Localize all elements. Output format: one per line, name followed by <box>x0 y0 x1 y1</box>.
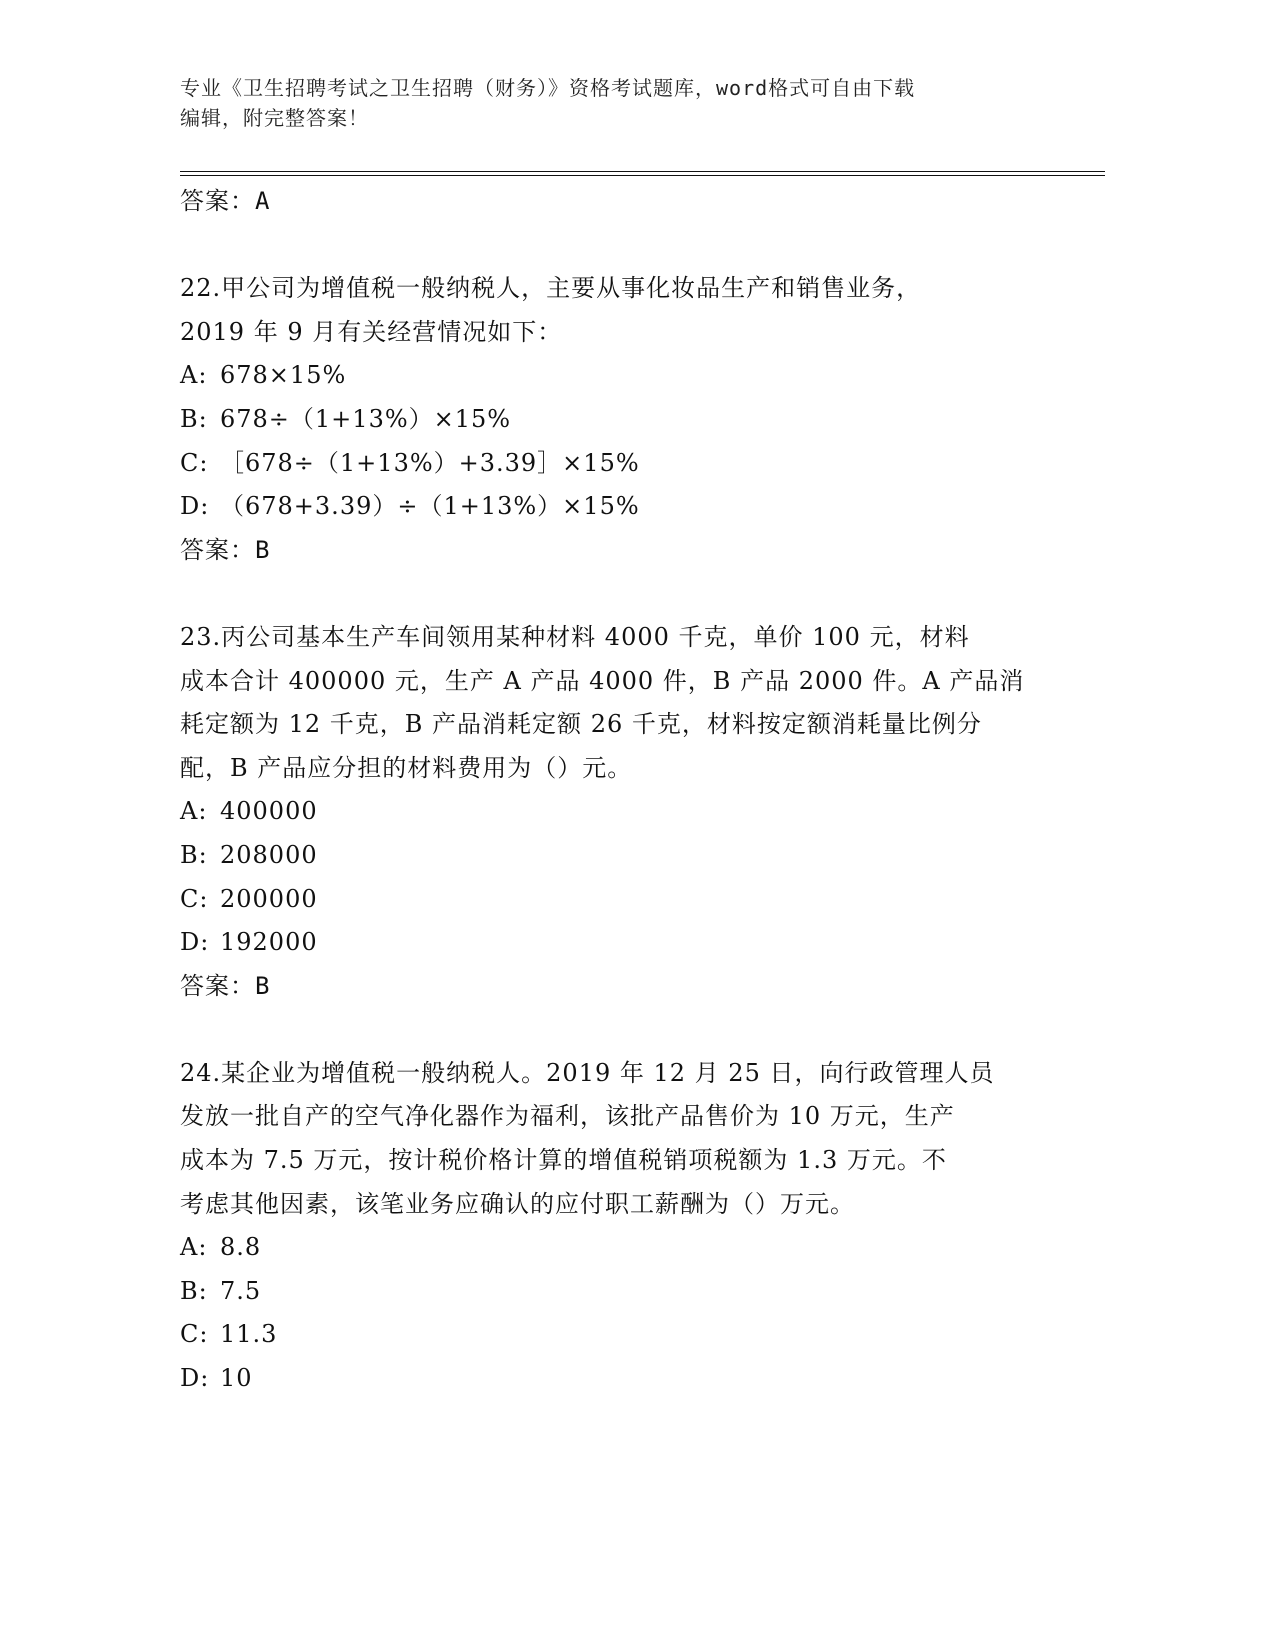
option-text: 678÷（1+13%）×15% <box>220 404 512 433</box>
question-text-line: 成本合计 400000 元，生产 A 产品 4000 件，B 产品 2000 件。A 产品消 <box>180 666 1025 695</box>
option-b <box>180 834 1060 878</box>
option-text: 7.5 <box>220 1276 262 1305</box>
option-b <box>180 1270 1060 1314</box>
answer-q23: 答案：B <box>180 971 271 1000</box>
option-text: ［678÷（1+13%）+3.39］×15% <box>220 448 640 477</box>
option-key: A: <box>180 1233 208 1262</box>
option-a <box>180 354 1060 398</box>
question-24 <box>180 1052 1060 1401</box>
question-text-line: 耗定额为 12 千克，B 产品消耗定额 26 千克，材料按定额消耗量比例分 <box>180 710 982 739</box>
question-text-line: 23.丙公司基本生产车间领用某种材料 4000 千克，单价 100 元，材料 <box>180 622 970 651</box>
header-rule-bottom <box>180 175 1105 176</box>
question-23 <box>180 616 1060 1008</box>
spacer <box>180 224 1060 268</box>
option-text: 8.8 <box>220 1233 262 1262</box>
option-key: D: <box>180 492 210 521</box>
header-rule-top <box>180 171 1105 172</box>
header-line-2: 编辑，附完整答案！ <box>180 106 369 130</box>
option-key: D: <box>180 1364 210 1393</box>
document-body <box>180 180 1060 1401</box>
option-d <box>180 485 1060 529</box>
answer-q21: 答案：A <box>180 187 271 215</box>
option-text: 200000 <box>220 884 318 913</box>
option-key: A: <box>180 797 208 826</box>
option-b <box>180 398 1060 442</box>
question-text-line: 发放一批自产的空气净化器作为福利，该批产品售价为 10 万元，生产 <box>180 1102 955 1131</box>
option-text: 11.3 <box>220 1320 278 1349</box>
option-d <box>180 921 1060 965</box>
question-text-line: 配，B 产品应分担的材料费用为（）元。 <box>180 753 633 782</box>
option-c <box>180 1313 1060 1357</box>
question-text-line: 成本为 7.5 万元，按计税价格计算的增值税销项税额为 1.3 万元。不 <box>180 1146 947 1175</box>
spacer <box>180 572 1060 616</box>
option-key: D: <box>180 928 210 957</box>
option-a <box>180 1226 1060 1270</box>
option-key: B: <box>180 840 208 869</box>
question-22 <box>180 267 1060 572</box>
option-text: 208000 <box>220 840 318 869</box>
option-text: 400000 <box>220 797 318 826</box>
option-key: C: <box>180 1320 209 1349</box>
question-text-line: 2019 年 9 月有关经营情况如下： <box>180 317 563 346</box>
answer-q22: 答案：B <box>180 535 271 564</box>
document-header <box>180 73 1060 133</box>
option-c <box>180 442 1060 486</box>
spacer <box>180 1008 1060 1052</box>
option-d <box>180 1357 1060 1401</box>
question-text-line: 24.某企业为增值税一般纳税人。2019 年 12 月 25 日，向行政管理人员 <box>180 1058 995 1087</box>
option-key: A: <box>180 361 208 390</box>
option-text: （678+3.39）÷（1+13%）×15% <box>220 492 640 521</box>
question-text-line: 考虑其他因素，该笔业务应确认的应付职工薪酬为（）万元。 <box>180 1189 855 1218</box>
option-text: 192000 <box>220 928 318 957</box>
option-key: B: <box>180 1276 208 1305</box>
option-a <box>180 790 1060 834</box>
option-key: C: <box>180 448 209 477</box>
question-text-line: 22.甲公司为增值税一般纳税人，主要从事化妆品生产和销售业务， <box>180 274 922 303</box>
header-line-1: 专业《卫生招聘考试之卫生招聘（财务）》资格考试题库，word格式可自由下载 <box>180 76 916 100</box>
option-key: C: <box>180 884 209 913</box>
option-text: 10 <box>220 1364 253 1393</box>
option-c <box>180 878 1060 922</box>
option-text: 678×15% <box>220 361 347 390</box>
option-key: B: <box>180 404 208 433</box>
